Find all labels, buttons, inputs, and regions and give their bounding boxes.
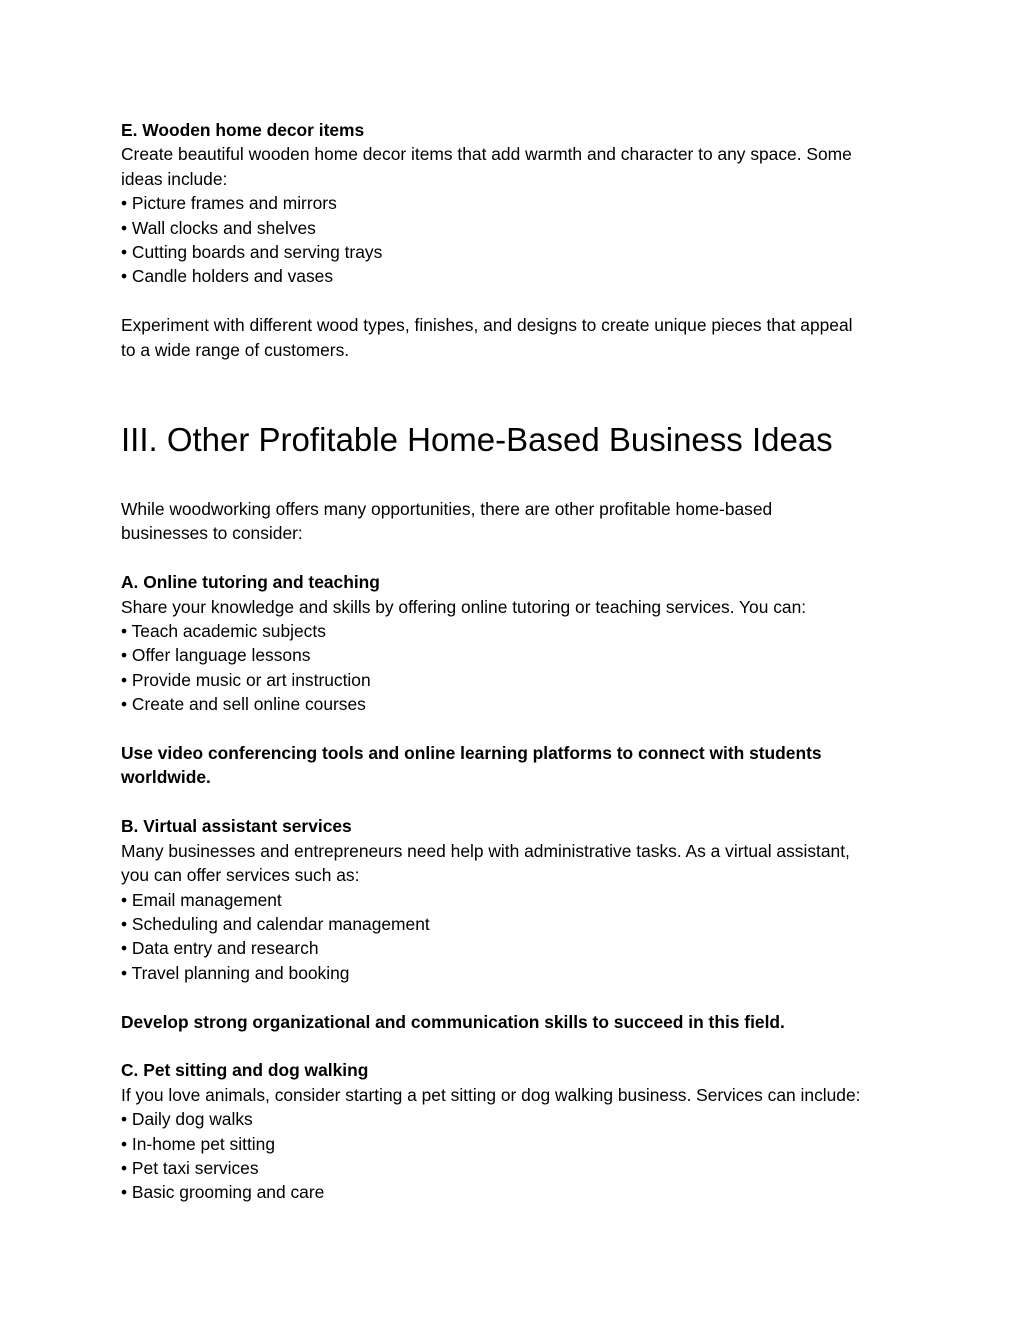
paragraph-line: Many businesses and entrepreneurs need help with administrative tasks. As a virtual assistant, bbox=[121, 840, 850, 861]
tip-line: Develop strong organizational and communication skills to succeed in this field. bbox=[121, 1011, 785, 1032]
blank-line bbox=[121, 717, 911, 741]
blank-line bbox=[121, 790, 911, 814]
bullet-item: • Wall clocks and shelves bbox=[121, 217, 316, 238]
section-pet-sitting bbox=[121, 1058, 911, 1204]
paragraph-line: you can offer services such as: bbox=[121, 865, 360, 886]
bullet-item: • Email management bbox=[121, 889, 282, 910]
paragraph-line: Share your knowledge and skills by offering online tutoring or teaching services. You can: bbox=[121, 596, 807, 617]
bullet-item: • Picture frames and mirrors bbox=[121, 193, 337, 214]
bullet-item: • Scheduling and calendar management bbox=[121, 913, 430, 934]
bullet-item: • Basic grooming and care bbox=[121, 1182, 325, 1203]
bullet-item: • Cutting boards and serving trays bbox=[121, 242, 383, 263]
blank-line bbox=[121, 289, 911, 313]
bullet-item: • In-home pet sitting bbox=[121, 1133, 275, 1154]
bullet-list bbox=[121, 619, 911, 717]
bullet-item: • Create and sell online courses bbox=[121, 694, 366, 715]
section-heading: E. Wooden home decor items bbox=[121, 120, 365, 140]
spacer bbox=[121, 460, 911, 497]
paragraph-line: businesses to consider: bbox=[121, 523, 303, 544]
paragraph-line: Experiment with different wood types, finishes, and designs to create unique pieces that appeal bbox=[121, 315, 853, 336]
paragraph-line: Create beautiful wooden home decor items that add warmth and character to any space. Some bbox=[121, 144, 852, 165]
bullet-item: • Pet taxi services bbox=[121, 1157, 259, 1178]
bullet-item: • Candle holders and vases bbox=[121, 266, 334, 287]
bullet-item: • Offer language lessons bbox=[121, 645, 311, 666]
paragraph-line: If you love animals, consider starting a pet sitting or dog walking business. Services can include: bbox=[121, 1084, 861, 1105]
blank-line bbox=[121, 985, 911, 1009]
tip-line: worldwide. bbox=[121, 767, 211, 788]
bullet-item: • Provide music or art instruction bbox=[121, 669, 371, 690]
bullet-item: • Data entry and research bbox=[121, 938, 319, 959]
tip-line: Use video conferencing tools and online learning platforms to connect with students bbox=[121, 743, 822, 764]
bullet-item: • Daily dog walks bbox=[121, 1109, 253, 1130]
bullet-item: • Travel planning and booking bbox=[121, 962, 350, 983]
bullet-item: • Teach academic subjects bbox=[121, 621, 326, 642]
section-heading: A. Online tutoring and teaching bbox=[121, 572, 380, 593]
document-page bbox=[121, 118, 911, 1205]
section-wooden-home-decor bbox=[121, 118, 911, 362]
bullet-list bbox=[121, 191, 911, 289]
paragraph-line: ideas include: bbox=[121, 168, 228, 189]
bullet-list bbox=[121, 1107, 911, 1205]
spacer bbox=[121, 362, 911, 420]
section-other-business-ideas bbox=[121, 420, 911, 546]
section-virtual-assistant bbox=[121, 814, 911, 1034]
section-online-tutoring bbox=[121, 570, 911, 790]
blank-line bbox=[121, 1034, 911, 1058]
paragraph-line: While woodworking offers many opportunities, there are other profitable home-based bbox=[121, 499, 773, 520]
paragraph-line: to a wide range of customers. bbox=[121, 339, 350, 360]
section-heading: C. Pet sitting and dog walking bbox=[121, 1060, 369, 1081]
chapter-title: III. Other Profitable Home-Based Business Ideas bbox=[121, 421, 833, 459]
blank-line bbox=[121, 546, 911, 570]
bullet-list bbox=[121, 888, 911, 986]
section-heading: B. Virtual assistant services bbox=[121, 816, 352, 837]
